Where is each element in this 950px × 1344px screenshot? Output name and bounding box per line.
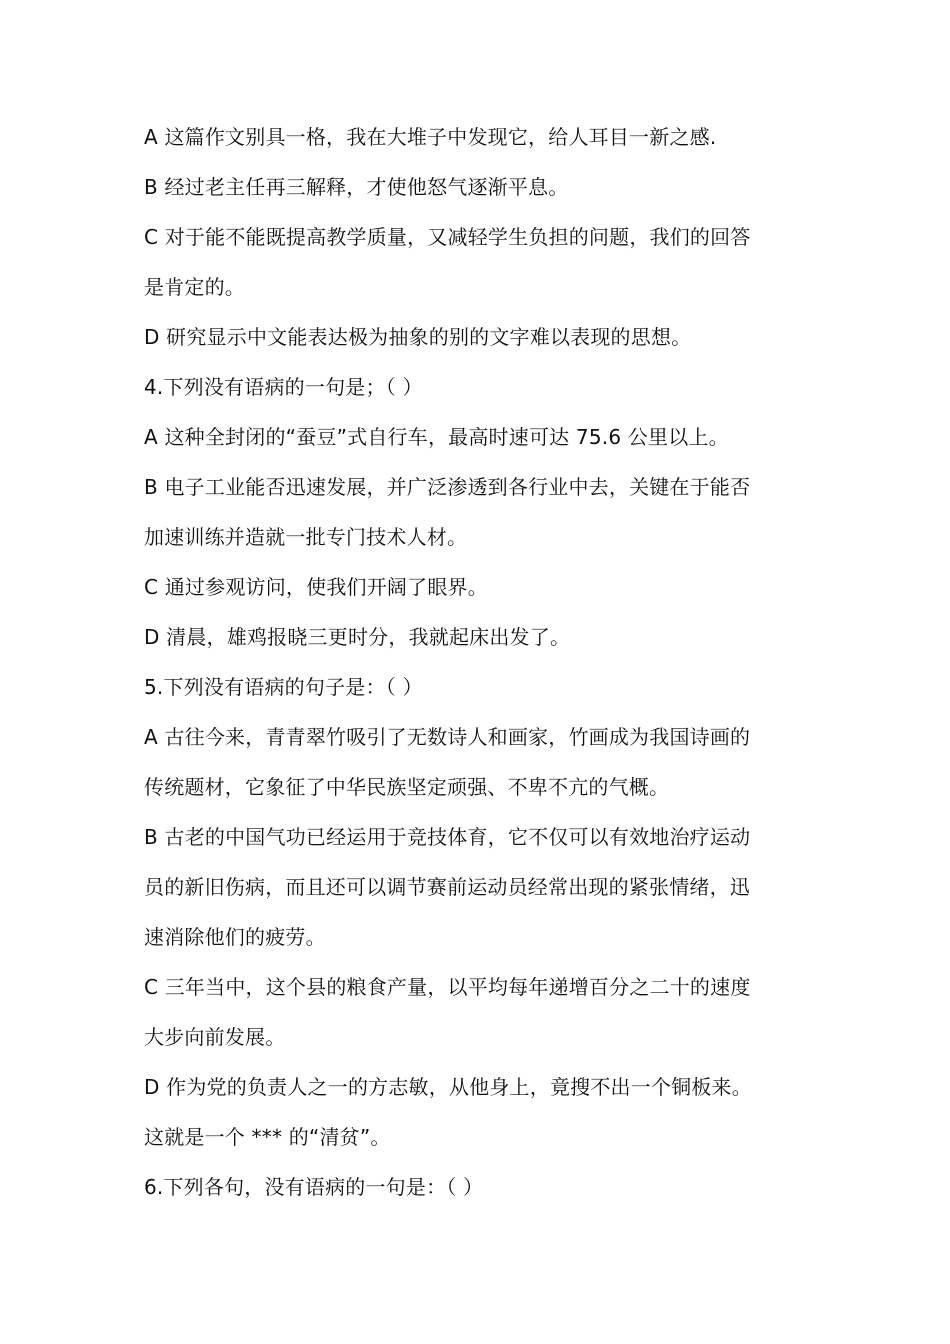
option-c-line-continued: 是肯定的。 xyxy=(144,275,245,299)
question-5-option-b: B 古老的中国气功已经运用于竞技体育，它不仅可以有效地治疗运动 xyxy=(144,825,751,849)
document-body xyxy=(144,112,824,1212)
option-b-line: B 经过老主任再三解释，才使他怒气逐渐平息。 xyxy=(144,175,569,199)
question-4-option-a: A 这种全封闭的“蚕豆”式自行车，最高时速可达 75.6 公里以上。 xyxy=(144,425,729,449)
question-5-option-a: A 古往今来，青青翠竹吸引了无数诗人和画家，竹画成为我国诗画的 xyxy=(144,725,751,749)
question-4-prompt: 4.下列没有语病的一句是；（ ） xyxy=(144,375,423,399)
question-4-option-d: D 清晨，雄鸡报晓三更时分，我就起床出发了。 xyxy=(144,625,571,649)
question-5-option-c-continued: 大步向前发展。 xyxy=(144,1025,286,1049)
question-5-prompt: 5.下列没有语病的句子是：（ ） xyxy=(144,675,423,699)
option-a-line: A 这篇作文别具一格，我在大堆子中发现它，给人耳目一新之感. xyxy=(144,125,717,149)
question-4-option-c: C 通过参观访问，使我们开阔了眼界。 xyxy=(144,575,488,599)
option-d-line: D 研究显示中文能表达极为抽象的别的文字难以表现的思想。 xyxy=(144,325,692,349)
question-5-option-a-continued: 传统题材，它象征了中华民族坚定顽强、不卑不亢的气概。 xyxy=(144,775,670,799)
question-4-option-b: B 电子工业能否迅速发展，并广泛渗透到各行业中去，关键在于能否 xyxy=(144,475,751,499)
question-5-option-d-continued: 这就是一个 *** 的“清贫”。 xyxy=(144,1125,391,1149)
question-6-prompt: 6.下列各句，没有语病的一句是：（ ） xyxy=(144,1175,484,1199)
question-5-option-c: C 三年当中，这个县的粮食产量，以平均每年递增百分之二十的速度 xyxy=(144,975,751,999)
question-5-option-b-continued-2: 速消除他们的疲劳。 xyxy=(144,925,326,949)
question-5-option-d: D 作为党的负责人之一的方志敏，从他身上，竟搜不出一个铜板来。 xyxy=(144,1075,752,1099)
option-c-line: C 对于能不能既提高教学质量，又减轻学生负担的问题，我们的回答 xyxy=(144,225,751,249)
question-5-option-b-continued-1: 员的新旧伤病，而且还可以调节赛前运动员经常出现的紧张情绪，迅 xyxy=(144,875,750,899)
question-4-option-b-continued: 加速训练并造就一批专门技术人材。 xyxy=(144,525,468,549)
